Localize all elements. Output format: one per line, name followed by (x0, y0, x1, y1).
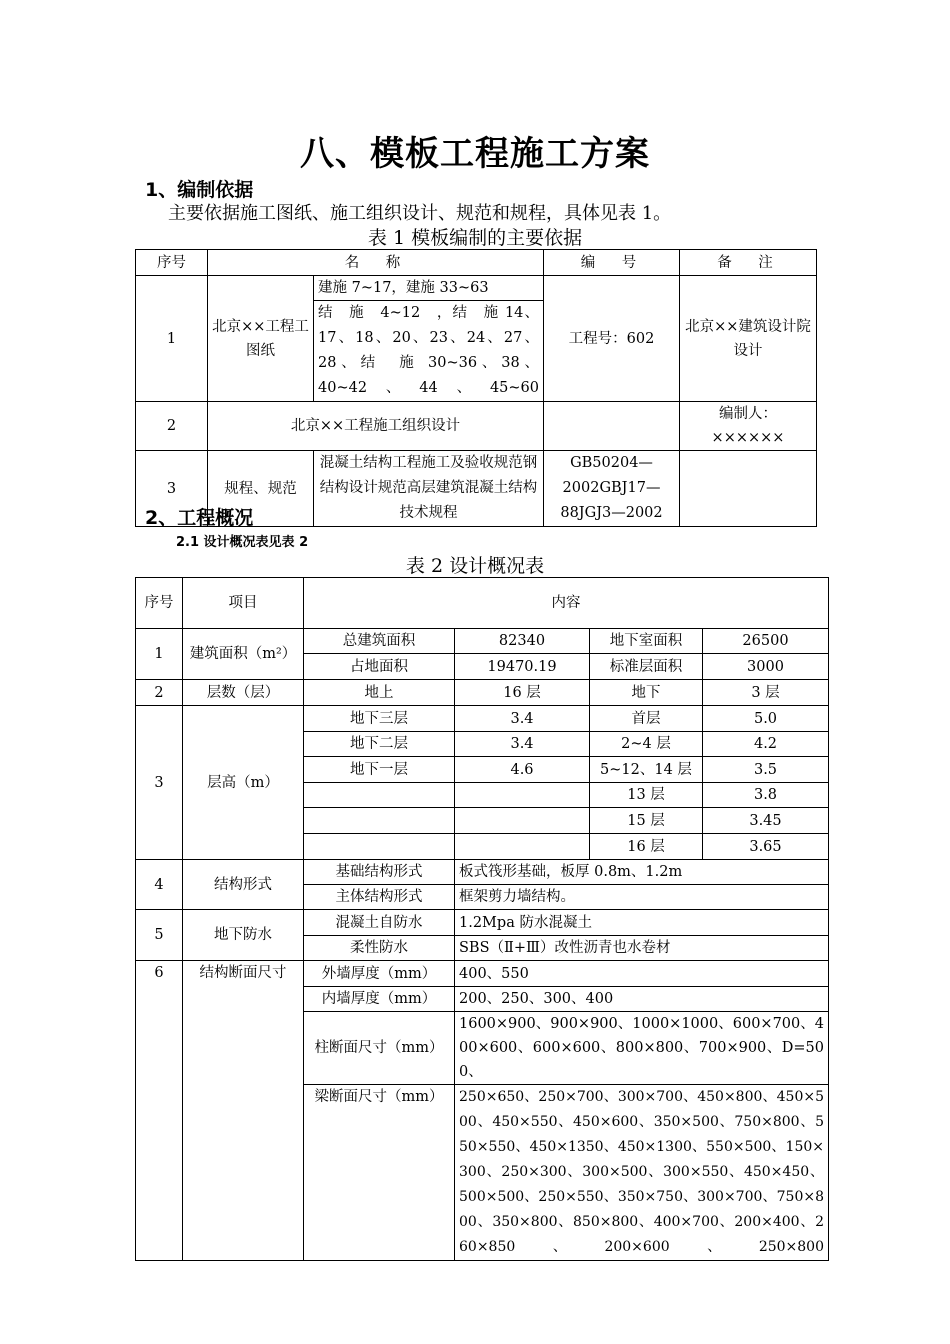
inner-wall-value: 200、250、300、400 (455, 987, 829, 1012)
waterproof-no: 5 (136, 910, 183, 961)
row1-sub2: 结 施 4~12 ，结 施 14、17、18、20、23、24、27、28、结 施 30~36、38、40~42、44、45~60 (314, 301, 544, 402)
row3-name: 规程、规范 (208, 451, 314, 527)
height-empty-cell (304, 834, 455, 860)
height-item: 层高（m） (183, 706, 304, 860)
header-name: 名 称 (208, 250, 544, 276)
height-f15-label: 15 层 (590, 808, 703, 834)
waterproof-item: 地下防水 (183, 910, 304, 961)
floors-up-value: 16 层 (455, 680, 590, 706)
height-f512-value: 3.5 (703, 757, 829, 783)
struct-no: 4 (136, 860, 183, 910)
header-code: 编 号 (544, 250, 680, 276)
table2-caption: 表 2 设计概况表 (405, 555, 545, 577)
waterproof-flex-label: 柔性防水 (304, 936, 455, 961)
design-overview-table (135, 577, 829, 1261)
height-b2-label: 地下二层 (304, 732, 455, 757)
row1-note: 北京××建筑设计院设计 (680, 276, 817, 402)
beam-size-value: 250×650、250×700、300×700、450×800、450×500、450×550、450×600、350×500、750×800、550×550、450×1350、450×1300、550×500、150×300、250×300、300×500、300×550、450×450、500×500、250×550、350×750、300×700、750×800、350×800、850×800、400×700、200×400、260×850、200×600、250×800 (455, 1085, 829, 1261)
height-b2-value: 3.4 (455, 732, 590, 757)
section2-heading: 2、工程概况 (145, 507, 254, 529)
area-standard-label: 标准层面积 (590, 654, 703, 680)
height-b1-label: 地下一层 (304, 757, 455, 783)
height-empty-cell (304, 783, 455, 808)
struct-item: 结构形式 (183, 860, 304, 910)
height-f1-label: 首层 (590, 706, 703, 732)
row2-name: 北京××工程施工组织设计 (208, 402, 544, 451)
row2-note: 编制人：×××××× (680, 402, 817, 451)
column-size-label: 柱断面尺寸（mm） (304, 1012, 455, 1085)
floors-item: 层数（层） (183, 680, 304, 706)
inner-wall-label: 内墙厚度（mm） (304, 987, 455, 1012)
height-f15-value: 3.45 (703, 808, 829, 834)
area-land-label: 占地面积 (304, 654, 455, 680)
area-total-label: 总建筑面积 (304, 629, 455, 654)
basis-table (135, 249, 817, 527)
area-item: 建筑面积（m²） (183, 629, 304, 680)
row3-detail: 混凝土结构工程施工及验收规范钢结构设计规范高层建筑混凝土结构技术规程 (314, 451, 544, 527)
area-basement-label: 地下室面积 (590, 629, 703, 654)
header-content: 内容 (304, 578, 829, 629)
row3-code: GB50204—2002GBJ17—88JGJ3—2002 (544, 451, 680, 527)
height-empty-cell (304, 808, 455, 834)
beam-size-label: 梁断面尺寸（mm） (304, 1085, 455, 1261)
height-b3-label: 地下三层 (304, 706, 455, 732)
height-f1-value: 5.0 (703, 706, 829, 732)
row1-sub1: 建施 7~17，建施 33~63 (314, 276, 544, 301)
struct-base-value: 板式筏形基础，板厚 0.8m、1.2m (455, 860, 829, 885)
row3-no: 3 (136, 451, 208, 527)
struct-base-label: 基础结构形式 (304, 860, 455, 885)
struct-main-label: 主体结构形式 (304, 885, 455, 910)
section1-paragraph: 主要依据施工图纸、施工组织设计、规范和规程，具体见表 1。 (168, 203, 672, 224)
section-size-item: 结构断面尺寸 (183, 961, 304, 1261)
height-b3-value: 3.4 (455, 706, 590, 732)
height-empty-cell (455, 783, 590, 808)
outer-wall-label: 外墙厚度（mm） (304, 961, 455, 987)
row3-note (680, 451, 817, 527)
section1-heading: 1、编制依据 (145, 179, 254, 201)
height-no: 3 (136, 706, 183, 860)
waterproof-concrete-label: 混凝土自防水 (304, 910, 455, 936)
height-f24-value: 4.2 (703, 732, 829, 757)
header-no: 序号 (136, 250, 208, 276)
area-no: 1 (136, 629, 183, 680)
height-f16-label: 16 层 (590, 834, 703, 860)
area-land-value: 19470.19 (455, 654, 590, 680)
area-total-value: 82340 (455, 629, 590, 654)
height-b1-value: 4.6 (455, 757, 590, 783)
table1-caption: 表 1 模板编制的主要依据 (367, 227, 583, 249)
floors-down-label: 地下 (590, 680, 703, 706)
height-f24-label: 2~4 层 (590, 732, 703, 757)
header-no: 序号 (136, 578, 183, 629)
height-empty-cell (455, 834, 590, 860)
height-f13-value: 3.8 (703, 783, 829, 808)
header-item: 项目 (183, 578, 304, 629)
height-empty-cell (455, 808, 590, 834)
column-size-value: 1600×900、900×900、1000×1000、600×700、400×600、600×600、800×800、700×900、D=500、 (455, 1012, 829, 1085)
section2-subheading: 2.1 设计概况表见表 2 (176, 535, 309, 550)
area-basement-value: 26500 (703, 629, 829, 654)
section-size-no: 6 (136, 961, 183, 1261)
header-note: 备 注 (680, 250, 817, 276)
row1-code: 工程号：602 (544, 276, 680, 402)
row1-no: 1 (136, 276, 208, 402)
area-standard-value: 3000 (703, 654, 829, 680)
struct-main-value: 框架剪力墙结构。 (455, 885, 829, 910)
waterproof-concrete-value: 1.2Mpa 防水混凝土 (455, 910, 829, 936)
height-f13-label: 13 层 (590, 783, 703, 808)
height-f512-label: 5~12、14 层 (590, 757, 703, 783)
row2-code (544, 402, 680, 451)
floors-down-value: 3 层 (703, 680, 829, 706)
row2-no: 2 (136, 402, 208, 451)
row1-name: 北京××工程工图纸 (208, 276, 314, 402)
floors-up-label: 地上 (304, 680, 455, 706)
height-f16-value: 3.65 (703, 834, 829, 860)
outer-wall-value: 400、550 (455, 961, 829, 987)
waterproof-flex-value: SBS（Ⅱ+Ⅲ）改性沥青也水卷材 (455, 936, 829, 961)
page-title: 八、模板工程施工方案 (300, 134, 650, 174)
floors-no: 2 (136, 680, 183, 706)
